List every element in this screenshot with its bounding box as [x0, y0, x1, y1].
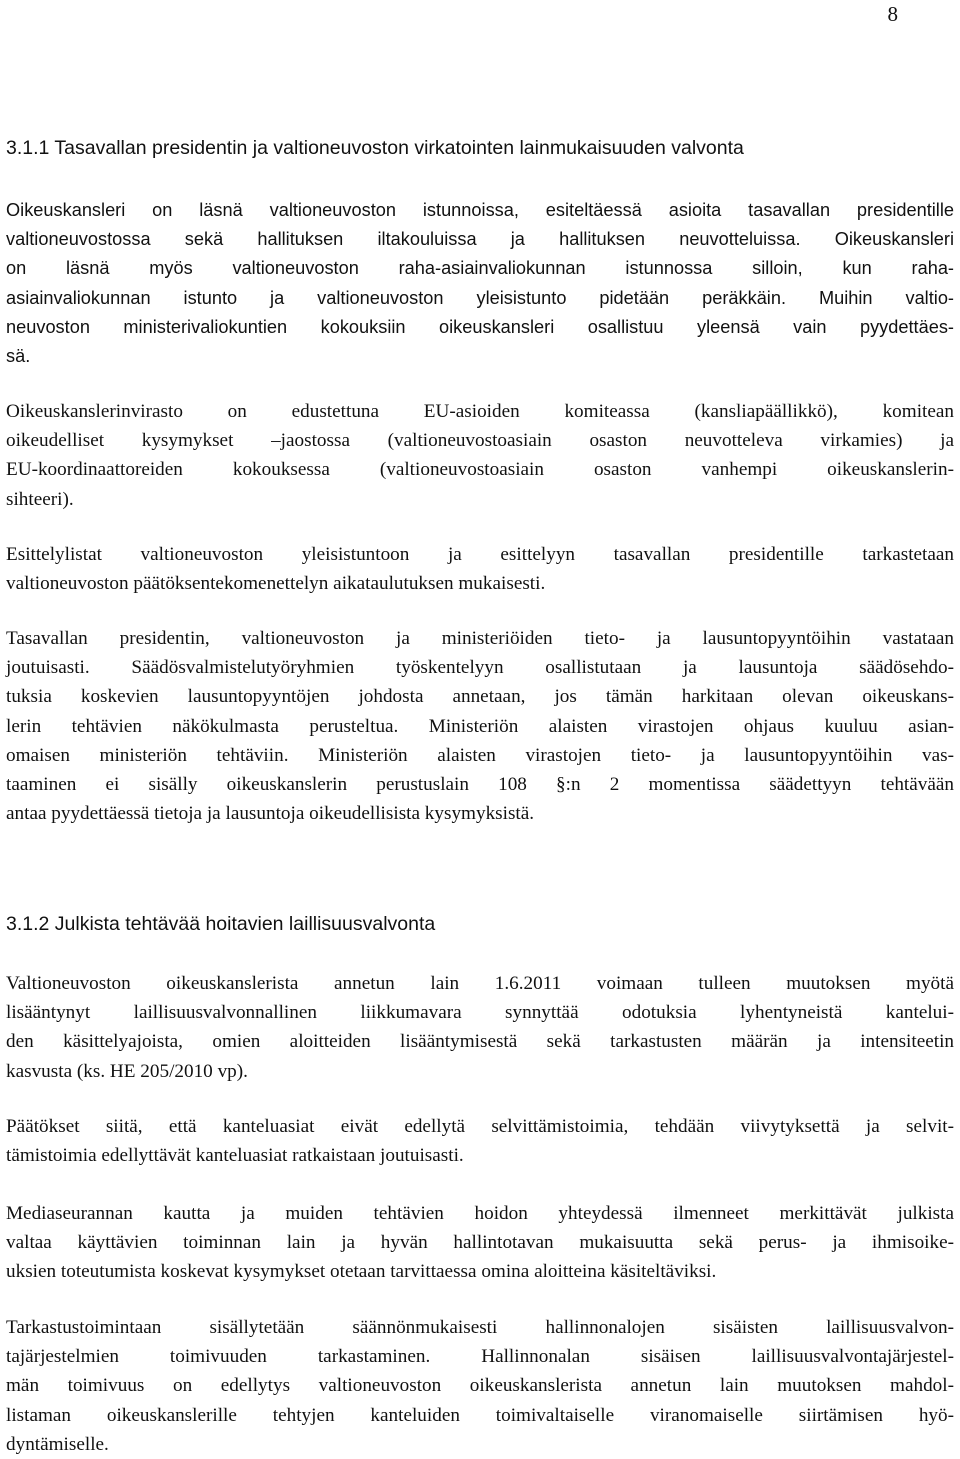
section-heading-3-1-2: 3.1.2 Julkista tehtävää hoitavien laillisuusvalvonta — [6, 913, 436, 935]
text-line: tajärjestelmien toimivuuden tarkastaminen. Hallinnonalan sisäisen laillisuusvalvontajärjestel- — [6, 1346, 954, 1368]
paragraph-8 — [6, 1313, 954, 1459]
text-line: sä. — [6, 346, 31, 367]
text-line: Päätökset siitä, että kanteluasiat eivät edellytä selvittämistoimia, tehdään viivytyksettä ja selvit- — [6, 1116, 954, 1137]
text-line: omaisen ministeriön tehtäviin. Ministeriön alaisten virastojen tieto- ja lausuntopyyntöihin vas- — [6, 744, 954, 766]
paragraph-5 — [6, 969, 954, 1086]
text-line: valtaa käyttävien toiminnan lain ja hyvän hallintotavan mukaisuutta sekä perus- ja ihmisoike- — [6, 1232, 954, 1254]
text-line: tuksia koskevien lausuntopyyntöjen johdosta annetaan, jos tämän harkitaan olevan oikeuskans- — [6, 686, 954, 708]
paragraph-3 — [6, 540, 954, 598]
text-line: kasvusta (ks. HE 205/2010 vp). — [6, 1060, 248, 1082]
text-line: lerin tehtävien näkökulmasta perusteltua. Ministeriön alaisten virastojen ohjaus kuuluu asian- — [6, 715, 954, 737]
paragraph-1 — [6, 196, 954, 371]
text-line: valtioneuvostossa sekä hallituksen iltakouluissa ja hallituksen neuvotteluissa. Oikeuskansleri — [6, 229, 954, 250]
text-line: taaminen ei sisälly oikeuskanslerin perustuslain 108 §:n 2 momentissa säädettyyn tehtävään — [6, 774, 954, 796]
text-line: asiainvaliokunnan istunto ja valtioneuvoston yleisistunto pidetään peräkkäin. Muihin valtio- — [6, 287, 954, 308]
section-heading-3-1-1: 3.1.1 Tasavallan presidentin ja valtioneuvoston virkatointen lainmukaisuuden valvonta — [6, 137, 744, 159]
text-line: Tarkastustoimintaan sisällytetään säännönmukaisesti hallinnonalojen sisäisten laillisuusvalvon- — [6, 1317, 954, 1338]
text-line: oikeudelliset kysymykset –jaostossa (valtioneuvostoasiain osaston neuvotteleva virkamies) ja — [6, 430, 954, 452]
text-line: neuvoston ministerivaliokuntien kokouksiin oikeuskansleri osallistuu yleensä vain pyydettäes- — [6, 316, 954, 337]
text-line: män toimivuus on edellytys valtioneuvoston oikeuskanslerista annetun lain muutoksen mahdol- — [6, 1375, 954, 1397]
text-line: EU-koordinaattoreiden kokouksessa (valtioneuvostoasiain osaston vanhempi oikeuskanslerin- — [6, 459, 954, 481]
paragraph-4 — [6, 624, 954, 828]
text-line: tämistoimia edellyttävät kanteluasiat ratkaistaan joutuisasti. — [6, 1145, 464, 1167]
text-line: listaman oikeuskanslerille tehtyjen kanteluiden toimivaltaiselle viranomaiselle siirtämisen hyö- — [6, 1404, 954, 1426]
text-line: sihteeri). — [6, 488, 74, 510]
text-line: Mediaseurannan kautta ja muiden tehtävien hoidon yhteydessä ilmenneet merkittävät julkista — [6, 1203, 954, 1224]
text-line: dyntämiselle. — [6, 1433, 109, 1455]
page-number: 8 — [887, 2, 898, 26]
text-line: Oikeuskanslerinvirasto on edustettuna EU-asioiden komiteassa (kansliapäällikkö), komitean — [6, 401, 954, 422]
text-line: den käsittelyajoista, omien aloitteiden lisääntymisestä sekä tarkastusten määrän ja intensiteetin — [6, 1031, 954, 1053]
text-line: Valtioneuvoston oikeuskanslerista annetun lain 1.6.2011 voimaan tulleen muutoksen myötä — [6, 973, 954, 994]
text-line: Tasavallan presidentin, valtioneuvoston ja ministeriöiden tieto- ja lausuntopyyntöihin vastataan — [6, 628, 954, 649]
text-line: uksien toteutumista koskevat kysymykset otetaan tarvittaessa omina aloitteina käsiteltäviksi. — [6, 1261, 717, 1283]
text-line: joutuisasti. Säädösvalmistelutyöryhmien työskentelyyn osallistutaan ja lausuntoja säädösehdo- — [6, 657, 954, 679]
text-line: lisääntynyt laillisuusvalvonnallinen liikkumavara synnyttää odotuksia lyhentyneistä kantelui- — [6, 1002, 954, 1024]
paragraph-2 — [6, 397, 954, 514]
paragraph-6 — [6, 1112, 954, 1170]
text-line: Oikeuskansleri on läsnä valtioneuvoston istunnoissa, esiteltäessä asioita tasavallan presidentille — [6, 200, 954, 220]
text-line: on läsnä myös valtioneuvoston raha-asiainvaliokunnan istunnossa silloin, kun raha- — [6, 258, 954, 279]
text-line: antaa pyydettäessä tietoja ja lausuntoja oikeudellisista kysymyksistä. — [6, 803, 535, 825]
text-line: valtioneuvoston päätöksentekomenettelyn aikataulutuksen mukaisesti. — [6, 573, 546, 595]
paragraph-7 — [6, 1199, 954, 1287]
text-line: Esittelylistat valtioneuvoston yleisistuntoon ja esittelyyn tasavallan presidentille tarkastetaan — [6, 544, 954, 565]
